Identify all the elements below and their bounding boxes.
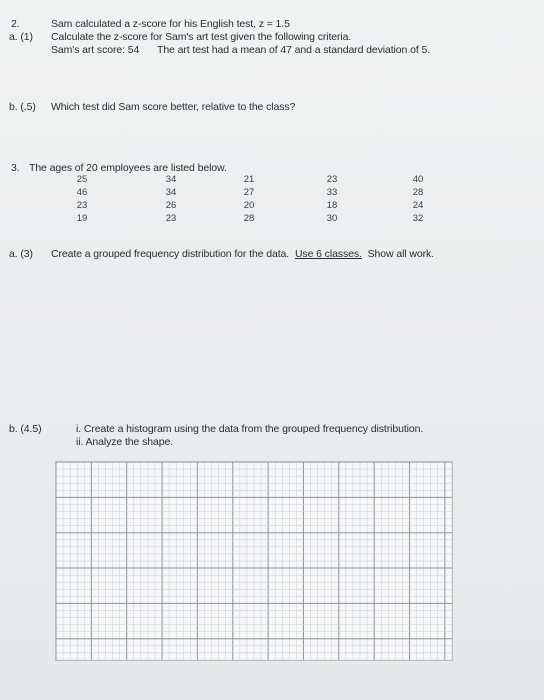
question-3a-underlined: Use 6 classes.	[294, 248, 362, 260]
age-cell: 34	[165, 174, 177, 185]
age-cell: 23	[165, 213, 177, 224]
age-cell: 28	[412, 187, 424, 198]
question-3a-label: a. (3)	[9, 248, 33, 260]
histogram-graph-paper[interactable]	[55, 461, 453, 661]
age-cell: 26	[165, 200, 177, 211]
age-cell: 30	[326, 213, 338, 224]
question-3-number: 3.	[11, 162, 20, 174]
age-cell: 21	[243, 174, 255, 185]
question-2a-label: a. (1)	[9, 31, 33, 43]
age-cell: 32	[412, 213, 424, 224]
question-2-number: 2.	[11, 18, 20, 30]
art-test-stats: The art test had a mean of 47 and a standard deviation of 5.	[157, 44, 431, 56]
age-cell: 20	[243, 200, 255, 211]
question-3b-part-i: i. Create a histogram using the data from the grouped frequency distribution.	[76, 423, 424, 435]
age-cell: 23	[76, 200, 88, 211]
age-cell: 40	[412, 174, 424, 185]
question-3b-part-ii: ii. Analyze the shape.	[76, 436, 174, 448]
age-cell: 25	[76, 174, 88, 185]
question-2a-text: Calculate the z-score for Sam's art test given the following criteria.	[51, 31, 352, 43]
question-3b-label: b. (4.5)	[9, 423, 42, 435]
age-cell: 27	[243, 187, 255, 198]
question-3a-line	[51, 248, 434, 260]
age-cell: 24	[412, 200, 424, 211]
question-3a-text: Create a grouped frequency distribution for the data.	[51, 248, 290, 260]
age-cell: 18	[326, 200, 338, 211]
question-2b-text: Which test did Sam score better, relative to the class?	[51, 101, 296, 113]
question-2b-label: b. (.5)	[9, 101, 36, 113]
art-score: Sam's art score: 54	[51, 44, 140, 56]
question-3-stem: The ages of 20 employees are listed below.	[29, 162, 227, 174]
graph-paper-grid	[56, 462, 452, 660]
age-cell: 19	[76, 213, 88, 224]
age-cell: 28	[243, 213, 255, 224]
question-2-stem: Sam calculated a z-score for his English test, z = 1.5	[51, 18, 290, 30]
question-3a-tail: Show all work.	[367, 248, 434, 260]
age-cell: 46	[76, 187, 88, 198]
age-cell: 23	[326, 174, 338, 185]
age-cell: 33	[326, 187, 338, 198]
age-cell: 34	[165, 187, 177, 198]
